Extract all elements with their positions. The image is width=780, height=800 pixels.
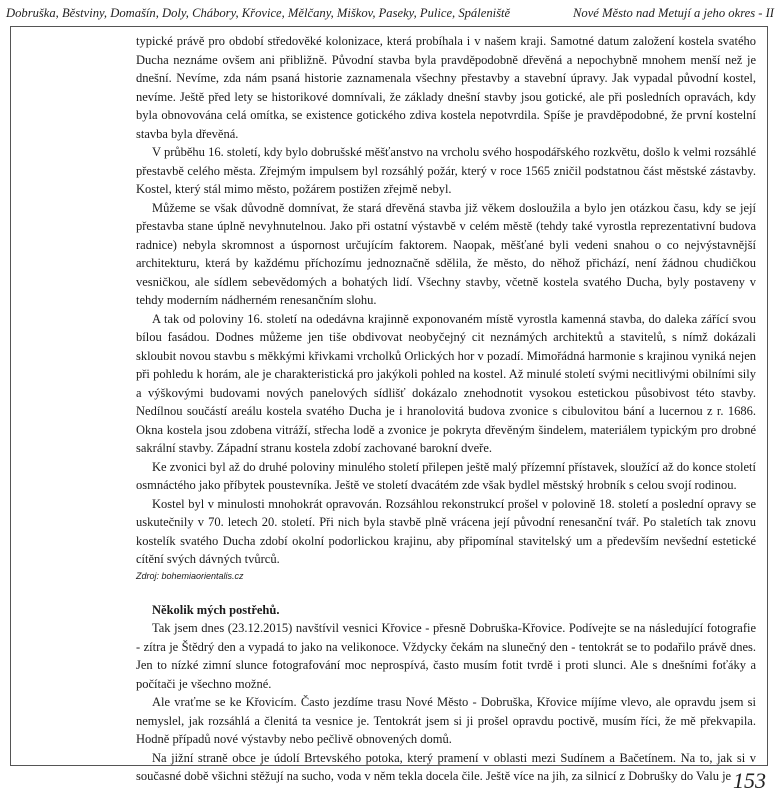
paragraph: Můžeme se však důvodně domnívat, že stará dřevěná stavba již věkem dosloužila a bylo jen otázkou času, kdy se její přestavba stane úplně nevyhnutelnou. Jako při ostatní výstavbě v celém městě (tehdy také vyrostla reprezentativní budova radnice) nebyla skromnost a úspornost určujícím faktorem. Naopak, měšťané byli vedeni snahou o co nejvýstavnější architekturu, která by každému příchozímu jednoznačně sdělila, že město, do něhož přichází, není žádnou chudičkou vesničkou, ale sídlem sebevědomých a bohatých lidí. Všechny stavby, včetně kostela svatého Ducha, byly postaveny v tehdy moderním nádherném renesančním slohu. xyxy=(136,200,756,307)
paragraph: V průběhu 16. století, kdy bylo dobrušské měšťanstvo na vrcholu svého hospodářského rozkvětu, došlo k velmi rozsáhlé přestavbě celého města. Zřejmým impulsem byl rozsáhlý požár, který v roce 1565 zničil podstatnou část městské zástavby. Kostel, který stál mimo město, požárem postižen zřejmě nebyl. xyxy=(136,145,756,196)
paragraph: Tak jsem dnes (23.12.2015) navštívil vesnici Křovice - přesně Dobruška-Křovice. Podívejte se na následující fotografie - zítra je Štědrý den a vypadá to jako na velikonoce. Vždycky čekám na slunečný den - tentokrát se to podařilo právě dnes. Jen to nízké zimní slunce fotografování moc neprospívá, často musím fotit tvrdě i proti slunci. Ale s dnešními foťáky a počítači je všechno možné. xyxy=(136,621,756,691)
page-content xyxy=(136,32,756,786)
paragraph: Ale vraťme se ke Křovicím. Často jezdíme trasu Nové Město - Dobruška, Křovice míjíme vlevo, ale opravdu jsem si nemyslel, jak rozsáhlá a členitá ta vesnice je. Tentokrát jsem si ji prošel opravdu poctivě, musím říci, že mě překvapila. Hodně případů nové výstavby nebo pečlivě obnovených domů. xyxy=(136,695,756,746)
paragraph: A tak od poloviny 16. století na odedávna krajinně exponovaném místě vyrostla kamenná stavba, do daleka zářící svou bílou fasádou. Dodnes můžeme jen tiše obdivovat neobyčejný cit neznámých architektů a stavitelů, s nímž dokázali skloubit novou stavbu s měkkými křivkami vrcholků Orlických hor v pozadí. Mimořádná harmonie s krajinou vyniká nejen při pohledu k horám, ale je charakteristická pro jakýkoli pohled na kostel. Až minulé století svými necitlivými obilními sily a výškovými budovami nových panelových sídlišť dokázalo znehodnotit vysokou estetickou působivost této stavby. Nedílnou součástí areálu kostela svatého Ducha je i hranolovitá budova zvonice s cibulovitou bání a lucernou z r. 1686. Okna kostela jsou zdobena vitráží, střecha lodě a zvonice je pokryta dřevěným šindelem, materiálem typickým pro drobné sakrální stavby. Západní stranu kostela zdobí zachované barokní dveře. xyxy=(136,311,756,455)
header-book-title: Nové Město nad Metují a jeho okres - II xyxy=(573,6,774,20)
section-heading: Několik mých postřehů. xyxy=(152,602,280,617)
paragraph: Ke zvonici byl až do druhé poloviny minulého století přilepen ještě malý přízemní přístavek, sloužící až do konce století osmnáctého jako příbytek poustevníka. Ještě ve století dvacátém zde však bydlel městský hrobník s celou svojí rodinou. xyxy=(136,459,756,492)
source-credit: Zdroj: bohemiaorientalis.cz xyxy=(136,570,244,581)
page-number: 153 xyxy=(733,768,766,793)
paragraph: typické právě pro období středověké kolonizace, která probíhala i v našem kraji. Samotné datum založení kostela svatého Ducha neznáme ovšem ani přibližně. Původní stavba byla pravděpodobně dřevěná a nepochybně mnohem menší než je dnešní. Nevíme, zda nám psaná historie zaznamenala všechny přestavby a stavební úpravy. Jak vypadal původní kostel, nevíme. Ještě před lety se historikové domnívali, že základy dnešní stavby jsou gotické, ale při posledních opravách, kdy byla obnovována celá omítka, se existence gotického zdiva kostela nepotvrdila. Spíše je pravděpodobné, že první kostelní stavba byla dřevěná. xyxy=(136,34,756,141)
paragraph: Na jižní straně obce je údolí Brtevského potoka, který pramení v oblasti mezi Sudínem a Bačetínem. Na to, jak si v současné době všichni stěžují na sucho, voda v něm tekla docela čile. Ještě více na jih, za silnicí z Dobrušky do Valu je xyxy=(136,750,756,783)
header-locations: Dobruška, Běstviny, Domašín, Doly, Chábory, Křovice, Mělčany, Miškov, Paseky, Pulice, Spáleniště xyxy=(6,6,511,20)
running-header xyxy=(6,6,774,26)
paragraph: Kostel byl v minulosti mnohokrát opravován. Rozsáhlou rekonstrukcí prošel v polovině 18. století a poslední opravy se uskutečnily v 70. letech 20. století. Při nich byla stavbě plně vrácena její původní renesanční tvář. Po staletích tak znovu kostelík svatého Ducha zdobí okolní podorlickou krajinu, aby připomínal stavitelský um a především nevšední estetické cítění svých dávných tvůrců. xyxy=(136,496,756,566)
